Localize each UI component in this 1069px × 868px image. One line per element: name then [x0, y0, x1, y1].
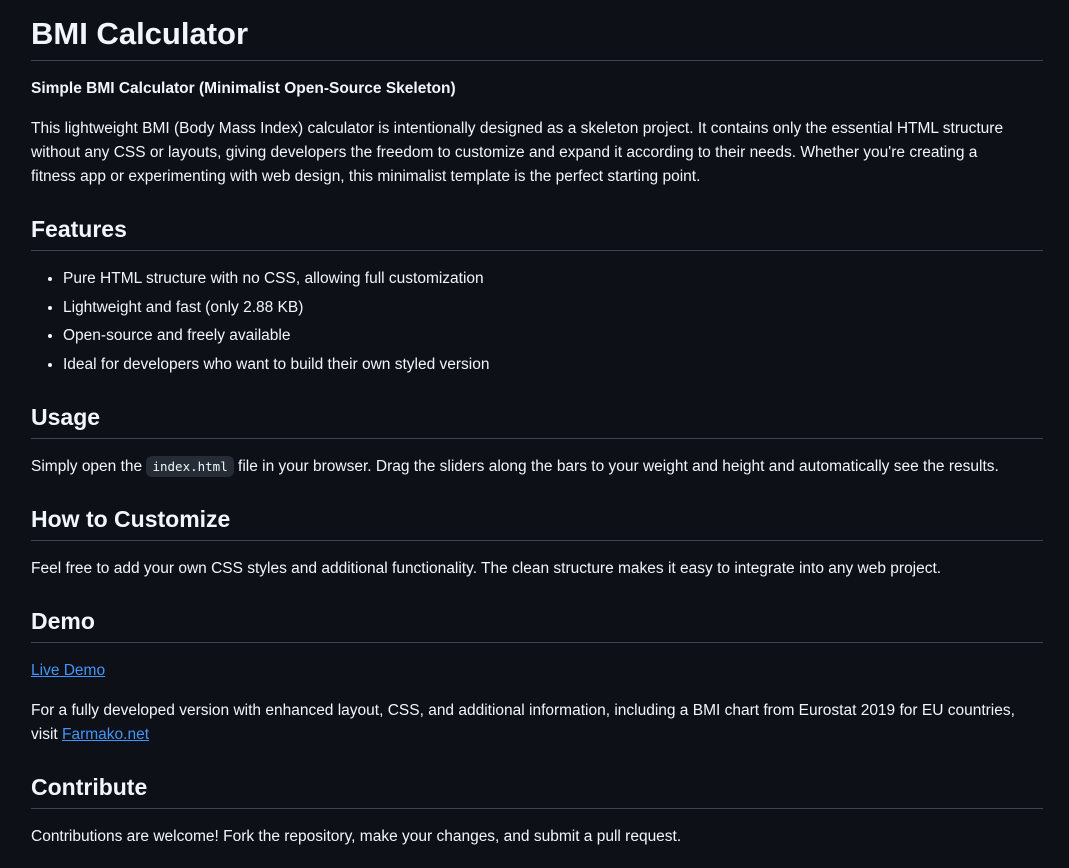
contribute-paragraph: Contributions are welcome! Fork the repository, make your changes, and submit a pull request. [31, 827, 682, 845]
live-demo-paragraph [31, 659, 1043, 683]
visit-text: visit [31, 725, 62, 743]
list-item: • Pure HTML structure with no CSS, allowing full customization [63, 267, 1043, 291]
intro-line: without any CSS or layouts, giving developers the freedom to customize and expand it according to their needs. Whether you're creating a [31, 144, 978, 161]
usage-text: Simply open the [31, 457, 147, 475]
demo-line [31, 723, 1043, 747]
demo-paragraph [31, 699, 1043, 747]
demo-line: For a fully developed version with enhanced layout, CSS, and additional information, including a BMI chart from Eurostat 2019 for EU countries, [31, 701, 1015, 719]
intro-paragraph [31, 117, 1043, 189]
farmako-link[interactable]: Farmako.net [62, 725, 150, 743]
usage-text: file in your browser. Drag the sliders along the bars to your weight and height and automatically see the results. [233, 457, 999, 475]
subtitle [31, 77, 1043, 101]
usage-paragraph [31, 455, 1043, 479]
customize-heading: How to Customize [31, 504, 1043, 541]
live-demo-link[interactable]: Live Demo [31, 661, 106, 679]
features-list [31, 267, 1043, 377]
demo-heading: Demo [31, 606, 1043, 643]
page-title: BMI Calculator [31, 14, 1043, 61]
usage-heading: Usage [31, 402, 1043, 439]
list-item: • Lightweight and fast (only 2.88 KB) [63, 296, 1043, 320]
intro-line: fitness app or experimenting with web design, this minimalist template is the perfect starting point. [31, 168, 701, 185]
list-item: • Ideal for developers who want to build their own styled version [63, 353, 1043, 377]
inline-code: index.html [146, 456, 233, 477]
contribute-heading: Contribute [31, 772, 1043, 809]
list-item: • Open-source and freely available [63, 324, 1043, 348]
readme-content [31, 0, 1043, 849]
subtitle-text: Simple BMI Calculator (Minimalist Open-Source Skeleton) [31, 80, 456, 97]
intro-line: This lightweight BMI (Body Mass Index) calculator is intentionally designed as a skeleton project. It contains only the essential HTML structure [31, 120, 1004, 137]
customize-paragraph: Feel free to add your own CSS styles and additional functionality. The clean structure makes it easy to integrate into any web project. [31, 559, 942, 577]
features-heading: Features [31, 214, 1043, 251]
